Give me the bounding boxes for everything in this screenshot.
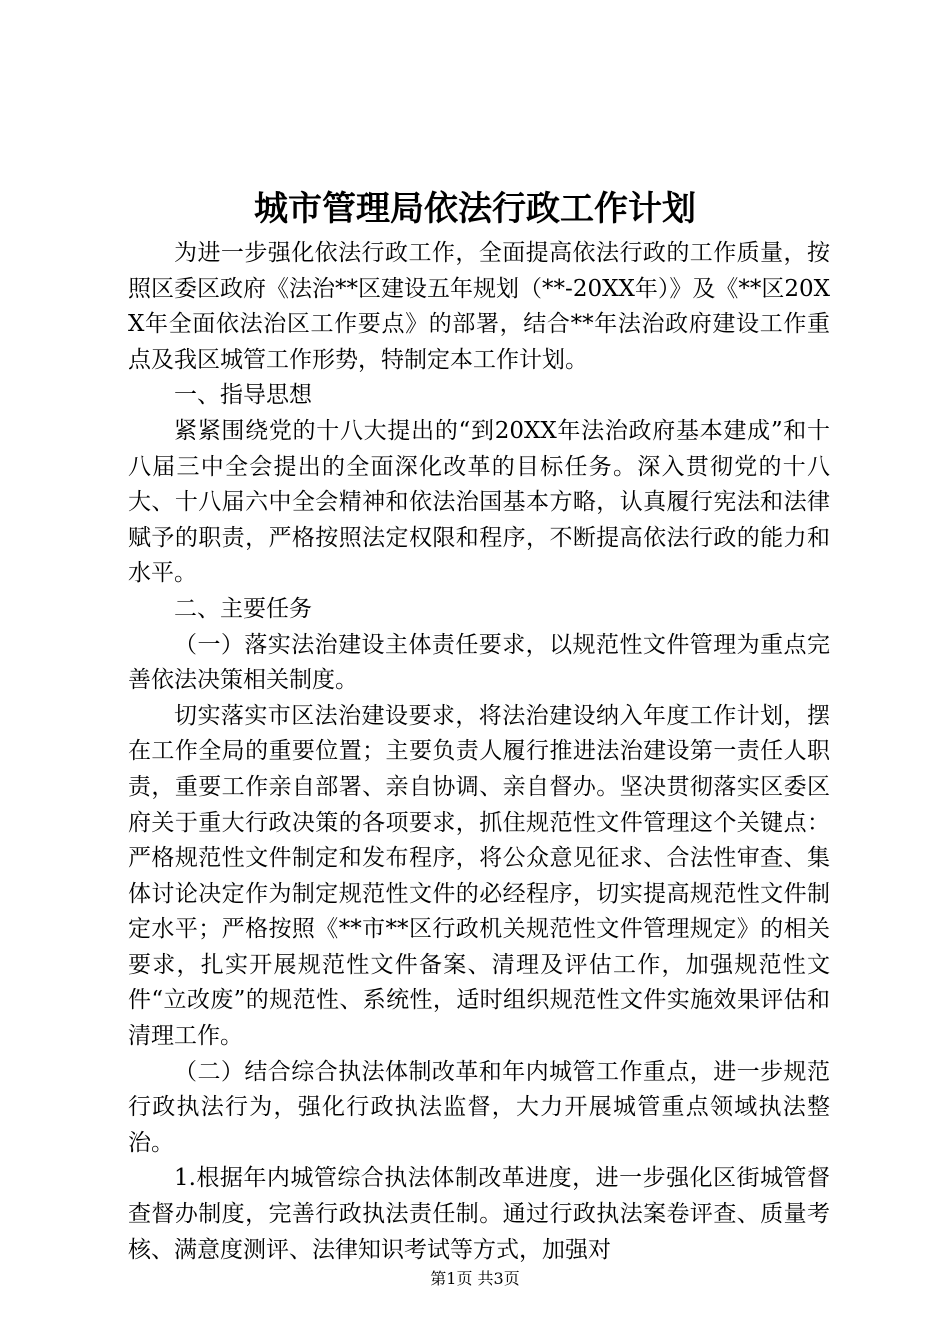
document-body [128, 236, 830, 1268]
page-footer: 第1页 共3页 [430, 1269, 520, 1288]
paragraph-task-1: 切实落实市区法治建设要求，将法治建设纳入年度工作计划，摆在工作全局的重要位置；主要负责人履行推进法治建设第一责任人职责，重要工作亲自部署、亲自协调、亲自督办。坚决贯彻落实区委区府关于重大行政决策的各项要求，抓住规范性文件管理这个关键点：严格规范性文件制定和发布程序，将公众意见征求、合法性审查、集体讨论决定作为制定规范性文件的必经程序，切实提高规范性文件制定水平；严格按照《**市**区行政机关规范性文件管理规定》的相关要求，扎实开展规范性文件备案、清理及评估工作，加强规范性文件“立改废”的规范性、系统性，适时组织规范性文件实施效果评估和清理工作。 [128, 702, 830, 1050]
paragraph-intro: 为进一步强化依法行政工作，全面提高依法行政的工作质量，按照区委区政府《法治**区建设五年规划（**-20XX年）》及《**区20XX年全面依法治区工作要点》的部署，结合**年法治政府建设工作重点及我区城管工作形势，特制定本工作计划。 [128, 240, 830, 373]
heading-guiding-ideology: 一、指导思想 [174, 382, 312, 409]
document-title: 城市管理局依法行政工作计划 [254, 189, 696, 229]
heading-main-tasks: 二、主要任务 [174, 595, 312, 622]
paragraph-task-2-item-1: 1.根据年内城管综合执法体制改革进度，进一步强化区街城管督查督办制度，完善行政执法责任制。通过行政执法案卷评查、质量考核、满意度测评、法律知识考试等方式，加强对 [128, 1165, 830, 1263]
subheading-task-1: （一）落实法治建设主体责任要求，以规范性文件管理为重点完善依法决策相关制度。 [128, 631, 830, 694]
paragraph-guiding-ideology: 紧紧围绕党的十八大提出的“到20XX年法治政府基本建成”和十八届三中全会提出的全面深化改革的目标任务。深入贯彻党的十八大、十八届六中全会精神和依法治国基本方略，认真履行宪法和法律赋予的职责，严格按照法定权限和程序，不断提高依法行政的能力和水平。 [128, 417, 830, 587]
subheading-task-2: （二）结合综合执法体制改革和年内城管工作重点，进一步规范行政执法行为，强化行政执法监督，大力开展城管重点领域执法整治。 [128, 1058, 830, 1156]
